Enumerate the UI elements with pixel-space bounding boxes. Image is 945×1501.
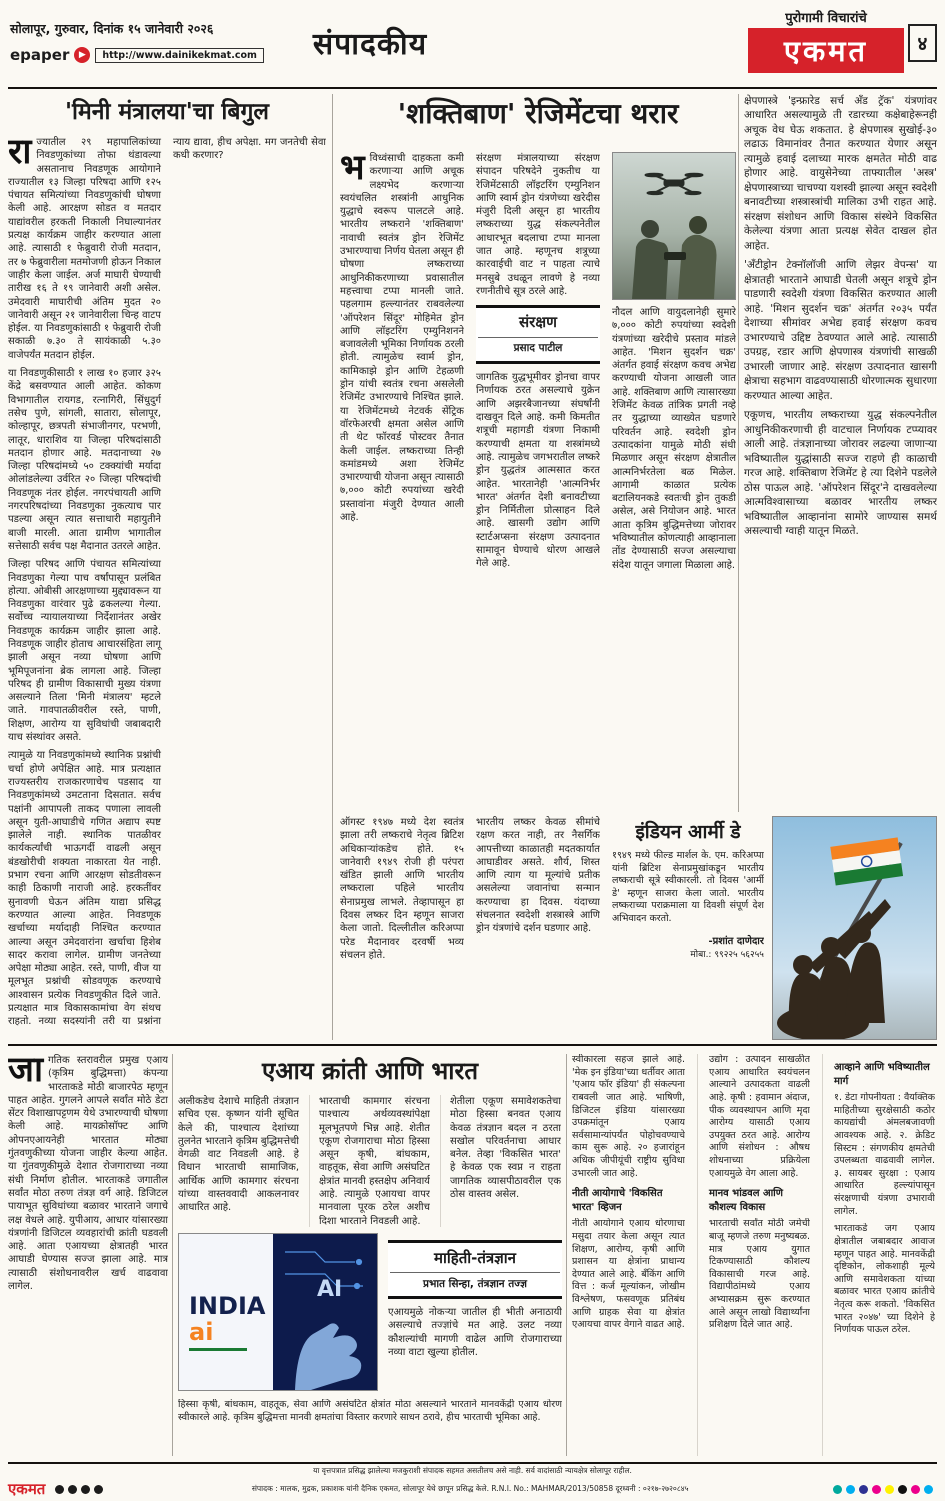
article-mini-mantralaya [8,94,326,1040]
dropcap-bha: भ [340,152,365,188]
army-col2-text: भारतीय लष्कर केवळ सीमांचे रक्षण करत नाही, तर नैसर्गिक आपत्तीच्या काळातही मदतकार्यात आघाडीवर असते. शौर्य, शिस्त आणि त्याग या मूल्यांचे प्रतीक असलेल्या जवानांचा सन्मान करण्याचा हा दिवस. यंदाच्या संचलनात स्वदेशी शस्त्रास्त्रे आणि ड्रोन यंत्रणांचे दर्शन घडणार आहे. [476,817,600,935]
army-phone: मोबा.: ९९२२५ ५६२५५ [690,950,764,961]
brand-logo: एकमत [748,28,904,73]
center-article-headline: 'शक्तिबाण' रेजिमेंटचा थरार [397,97,679,130]
registration-dots-left [55,1484,107,1494]
article-ai-kranti [178,1054,562,1456]
author-box-defense [476,305,600,364]
br-col2-a: उद्योग : उत्पादन साखळीत एआय आधारित स्वयंचलन आल्याने उत्पादकता वाढली आहे. कृषी : हवामान अंदाज, पीक व्यवस्थापन आणि मृदा आरोग्य यासाठी एआय उपयुक्त ठरत आहे. आरोग्य आणि संशोधन : औषध शोधनाच्या प्रक्रियेला एआयमुळे वेग आला आहे. [709,1054,810,1179]
column-rule [566,1054,567,1456]
center-col-2 [476,152,600,808]
author-box-tech [388,1240,562,1299]
brand-block [748,8,904,73]
india-ai-image [178,1233,378,1391]
right-col-p1: क्षेपणास्त्रे 'इन्फ्रारेड सर्च अँड ट्रॅक' यंत्रणांवर आधारित असल्यामुळे ती रडारच्या कक्षेबाहेरूनही अचूक वेध घेऊ शकतात. हे क्षेपणास्त्र सुखोई-३० लढाऊ विमानांवर तैनात करण्यात येणार असून त्यामुळे हवाई दलाच्या मारक क्षमतेत मोठी वाढ होणार आहे. वायुसेनेच्या ताफ्यातील 'अस्त्र' क्षेपणास्त्राच्या चाचण्या यशस्वी झाल्या असून स्वदेशी बनावटीच्या शस्त्रास्त्रांची मालिका उभी राहत आहे. संरक्षण संशोधन आणि विकास संस्थेने विकसित केलेल्या यंत्रणा आता प्रत्यक्ष सेवेत दाखल होत आहेत. [744,95,937,252]
registration-dot-icon [55,1485,64,1494]
svg-text:AI: AI [317,1277,343,1302]
article-army-day [340,816,937,1040]
tech-box-name: प्रभात सिन्हा, तंत्रज्ञान तज्ज्ञ [422,1278,528,1290]
ai-headline: एआय क्रांती आणि भारत [261,1057,478,1085]
left-article-body [8,136,326,1032]
defense-drone-photo [612,152,736,300]
svg-text:INDIA: INDIA [189,1292,266,1320]
br-col3-b: भारताकडे जग एआय क्षेत्रातील जबाबदार आवाज म्हणून पाहत आहे. मानवकेंद्री दृष्टिकोन, लोकशाही मूल्ये आणि समावेशकता यांच्या बळावर भारत एआय क्रांतीचे नेतृत्व करू शकतो. 'विकसित भारत २०४७' च्या दिशेने हे निर्णायक पाऊल ठरेल. [834,1223,935,1336]
column-rule [172,1054,173,1456]
bottom-left-column [8,1054,168,1456]
army-text: १९४९ मध्ये फील्ड मार्शल के. एम. करिअप्पा यांनी ब्रिटिश सेनाप्रमुखांकडून भारतीय लष्कराची सूत्रे स्वीकारली. तो दिवस 'आर्मी डे' म्हणून साजरा केला जातो. भारतीय लष्कराच्या पराक्रमाला या दिवशी संपूर्ण देश अभिवादन करतो. [612,850,764,924]
header-rule [8,87,937,89]
army-mid-block [612,816,764,1040]
bottom-left-text: गतिक स्तरावरील प्रमुख एआय (कृत्रिम बुद्धिमत्ता) कंपन्या भारताकडे मोठी बाजारपेठ म्हणून पाहत आहेत. गुगलने आपले सर्वांत मोठे डेटा सेंटर विशाखापट्टणम येथे उभारण्याची घोषणा केली आहे. मायक्रोसॉफ्ट आणि ओपनएआयनेही भारतात मोठ्या गुंतवणुकीच्या योजना जाहीर केल्या आहेत. या गुंतवणुकीमुळे देशात रोजगाराच्या नव्या संधी निर्माण होतील. भारताकडे जगातील सर्वांत मोठा तरुण तंत्रज्ञ वर्ग आहे. डिजिटल पायाभूत सुविधांच्या बळावर भारताने जगाचे लक्ष वेधले आहे. युपीआय, आधार यांसारख्या यंत्रणांनी डिजिटल व्यवहारांची क्रांती घडवली आहे. आता एआयच्या क्षेत्रातही भारत आघाडी घेण्यास सज्ज झाला आहे. मात्र त्यासाठी संशोधनावरील खर्च वाढवावा लागेल. [8,1055,168,1293]
page-number: ४ [908,24,937,62]
army-col1-text: ऑगस्ट १९४७ मध्ये देश स्वतंत्र झाला तरी लष्कराचे नेतृत्व ब्रिटिश अधिकाऱ्यांकडेच होते. १५ जानेवारी १९४९ रोजी ही परंपरा खंडित झाली आणि भारतीय लष्कराला पहिले भारतीय सेनाप्रमुख लाभले. तेव्हापासून हा दिवस लष्कर दिन म्हणून साजरा केला जातो. दिल्लीतील करिअप्पा परेड मैदानावर दरवर्षी भव्य संचलन होते. [340,817,464,961]
army-day-photo [772,816,937,1040]
army-col-2 [476,816,600,1040]
br-col-1 [572,1054,685,1456]
dropcap-ja: जा [8,1054,44,1090]
br-col3-a: १. डेटा गोपनीयता : वैयक्तिक माहितीच्या सुरक्षेसाठी कठोर कायद्यांची अंमलबजावणी आवश्यक आहे. २. क्रेडिट सिस्टम : संगणकीय क्षमतेची उपलब्धता वाढवावी लागेल. ३. सायबर सुरक्षा : एआय आधारित हल्ल्यांपासून संरक्षणाची यंत्रणा उभारावी लागेल. [834,1092,935,1217]
registration-dots-right [833,1484,937,1494]
section-title: संपादकीय [312,27,428,62]
registration-dot-icon [911,1485,920,1494]
registration-dot-icon [885,1485,894,1494]
article-shaktibaan [340,94,736,810]
footer-imprint [8,1466,937,1499]
footer-line-2: संपादक : मालक, मुद्रक, प्रकाशक यांनी दैनिक एकमत, सोलापूर येथे छापून प्रसिद्ध केले. R.N.I. No.: MAHMAR/2013/50858 दूरध्वनी : ०२१७-२७२०८४५ [251,1484,689,1493]
br-col1-a: स्वीकारला सहज झाले आहे. 'मेक इन इंडिया'च्या धर्तीवर आता 'एआय फॉर इंडिया' ही संकल्पना राबवली जात आहे. भाषिणी, डिजिटल इंडिया यांसारख्या उपक्रमांतून एआय सर्वसामान्यांपर्यंत पोहोचवण्याचे काम सुरू आहे. २० हजारांहून अधिक जीपीयूंची राष्ट्रीय सुविधा उभारली जात आहे. [572,1054,685,1179]
brand-tagline: पुरोगामी विचारांचे [785,11,867,26]
epaper-url[interactable]: http://www.dainikekmat.com [95,48,264,63]
mid-rule [8,1044,937,1046]
ai-col-1: अलीकडेच देशाचे माहिती तंत्रज्ञान सचिव एस. कृष्णन यांनी सूचित केले की, पाश्चात्य देशांच्या तुलनेत भारताने कृत्रिम बुद्धिमत्तेची वेगळी वाट निवडली आहे. हे विधान भारताची सामाजिक, आर्थिक आणि कामगार संरचना यांच्या वास्तववादी आकलनावर आधारित आहे. [178,1096,299,1214]
center-col-3 [612,152,736,808]
registration-dot-icon [68,1485,77,1494]
registration-dot-icon [859,1485,868,1494]
center-col-1 [340,152,464,808]
registration-dot-icon [846,1485,855,1494]
ai-col-2: भारताची कामगार संरचना पाश्चात्य अर्थव्यवस्थांपेक्षा मूलभूतपणे भिन्न आहे. शेतीत एकूण रोजगाराचा मोठा हिस्सा असून कृषी, बांधकाम, वाहतूक, सेवा आणि असंघटित क्षेत्रांत मानवी हस्तक्षेप अनिवार्य आहे. त्यामुळे एआयचा वापर मानवाला पूरक ठरेल अशीच दिशा भारताने निवडली आहे. [309,1095,430,1227]
br-col1-subhead: नीती आयोगाचे 'विकसित भारत' व्हिजन [572,1188,663,1214]
left-article-headline: 'मिनी मंत्रालया'चा बिगुल [64,99,270,125]
center-col2-top: संरक्षण मंत्रालयाच्या संरक्षण संपादन परिषदेने नुकतीच या रेजिमेंटसाठी लॉइटरिंग एम्युनिशन आणि स्वार्म ड्रोन यंत्रणेच्या खरेदीस मंजुरी दिली असून हा भारतीय लष्कराच्या युद्ध संकल्पनेतील आधारभूत बदलाचा टप्पा मानला जात आहे. म्हणूनच शत्रूच्या कारवाईची वाट न पाहता त्याचे मनसुबे उधळून लावणे हे नव्या रणनीतीचे सूत्र ठरले आहे. [476,153,600,297]
registration-dot-icon [94,1485,103,1494]
center-col3-text: नौदल आणि वायुदलानेही सुमारे ७,००० कोटी रुपयांच्या स्वदेशी यंत्रणांच्या खरेदीचे प्रस्ताव मांडले आहेत. 'मिशन सुदर्शन चक्र' अंतर्गत हवाई संरक्षण कवच अभेद्य करण्याची योजना आखली जात आहे. शक्तिबाण आणि त्यासारख्या रेजिमेंट केवळ तांत्रिक प्रगती नव्हे तर युद्धाच्या व्याख्येत घडणारे परिवर्तन आहे. स्वदेशी ड्रोन उत्पादकांना यामुळे मोठी संधी मिळणार असून संरक्षण क्षेत्रातील आत्मनिर्भरतेला बळ मिळेल. आगामी काळात प्रत्येक बटालियनकडे स्वतःची ड्रोन तुकडी असेल, असे नियोजन आहे. भारत आता कृत्रिम बुद्धिमत्तेच्या जोरावर भविष्यातील कोणत्याही आव्हानाला तोंड देण्यासाठी सज्ज असल्याचा संदेश यातून जगाला मिळाला आहे. [612,307,736,571]
tech-box-section: माहिती-तंत्रज्ञान [390,1248,560,1273]
registration-dot-icon [872,1485,881,1494]
registration-dot-icon [924,1485,933,1494]
bottom-right-section [572,1054,937,1456]
right-column [744,94,937,812]
svg-text:ai: ai [189,1318,214,1346]
column-rule [738,94,739,812]
author-box-name: प्रसाद पाटील [513,342,563,355]
registration-dot-icon [81,1485,90,1494]
left-article-p4: त्यामुळे या निवडणुकांमध्ये स्थानिक प्रश्नांची चर्चा होणे अपेक्षित आहे. मात्र प्रत्यक्षात राज्यस्तरीय राजकारणाचेच पडसाद या निवडणुकांमध्ये उमटताना दिसतात. सर्वच पक्षांनी आपापली ताकद पणाला लावली असून युती-आघाडीचे गणित अद्याप स्पष्ट झालेले नाही. स्थानिक पातळीवर कार्यकर्त्यांची भाऊगर्दी वाढली असून बंडखोरीची शक्यता नाकारता येत नाही. प्रभाग रचना आणि आरक्षण सोडतीवरून काही ठिकाणी नाराजी आहे. हरकतींवर सुनावणी घेऊन अंतिम याद्या प्रसिद्ध करण्यात आल्या आहेत. निवडणूक खर्चाच्या मर्यादाही निश्चित करण्यात आल्या असून उमेदवारांना खर्चाचा हिशेब सादर करावा लागेल. ग्रामीण जनतेच्या अपेक्षा मोठ्या आहेत. रस्ते, पाणी, वीज या मूलभूत प्रश्नांची सोडवणूक करण्याचे आश्वासन प्रत्येक निवडणुकीत दिले जाते. प्रत्यक्षात मात्र विकासकामांचा वेग संथच राहतो. नव्या सदस्यांनी तरी या प्रश्नांना न्याय द्यावा, हीच अपेक्षा. मग जनतेची सेवा कधी करणार? [8,137,326,1028]
left-article-p2: या निवडणुकीसाठी १ लाख १० हजार ३२५ केंद्रे बसवण्यात आली आहेत. कोकण विभागातील रायगड, रत्नागिरी, सिंधुदुर्ग तसेच पुणे, सांगली, सातारा, सोलापूर, कोल्हापूर, छत्रपती संभाजीनगर, परभणी, लातूर, धाराशिव या जिल्हा परिषदांसाठी मतदान होणार आहे. मतदानाच्या २७ जिल्हा परिषदांमध्ये ५० टक्क्यांची मर्यादा ओलांडलेल्या उर्वरित २० जिल्हा परिषदांची निवडणूक नंतर होईल. नगरपंचायती आणि नगरपरिषदांच्या निवडणुका नुकत्याच पार पडल्या असून त्यात सत्ताधारी महायुतीने बाजी मारली. आता ग्रामीण भागातील सत्तेसाठी सर्वच पक्ष मैदानात उतरले आहेत. [8,368,162,552]
left-article-p3: जिल्हा परिषद आणि पंचायत समित्यांच्या निवडणुका गेल्या पाच वर्षांपासून प्रलंबित होत्या. ओबीसी आरक्षणाच्या मुद्द्यावरून या निवडणुका वारंवार पुढे ढकलल्या गेल्या. सर्वोच्च न्यायालयाच्या निर्देशानंतर अखेर निवडणूक कार्यक्रम जाहीर झाला आहे. निवडणूक जाहीर होताच आचारसंहिता लागू झाली असून नव्या घोषणा आणि भूमिपूजनांना ब्रेक लागला आहे. जिल्हा परिषद ही ग्रामीण विकासाची मुख्य यंत्रणा असल्याने तिला 'मिनी मंत्रालय' म्हटले जाते. गावपातळीवरील रस्ते, पाणी, शिक्षण, आरोग्य या सुविधांची जबाबदारी याच संस्थांवर असते. [8,559,161,744]
footer-rule [8,1462,937,1464]
ai-col-3: शेतीला एकूण समावेशकतेचा मोठा हिस्सा बनवत एआय केवळ तंत्रज्ञान बदल न ठरता सखोल परिवर्तनाचा आधार बनेल. तेव्हा 'विकसित भारत' हे केवळ एक स्वप्न न राहता जागतिक व्यासपीठावरील एक ठोस वास्तव असेल. [440,1095,561,1227]
br-col-3 [822,1054,935,1456]
epaper-label: epaper [10,46,70,64]
army-headline: इंडियन आर्मी डे [635,821,741,843]
registration-dot-icon [833,1485,842,1494]
br-col3-subhead: आव्हाने आणि भविष्यातील मार्ग [834,1062,930,1087]
br-col1-b: नीती आयोगाने एआय धोरणाचा मसुदा तयार केला असून त्यात शिक्षण, आरोग्य, कृषी आणि प्रशासन या क्षेत्रांना प्राधान्य देण्यात आले आहे. बँकिंग आणि वित्त : कर्ज मूल्यांकन, जोखीम विश्लेषण, फसवणूक प्रतिबंध आणि ग्राहक सेवा या क्षेत्रांत एआयचा वापर वेगाने वाढत आहे. [572,1218,685,1331]
author-box-section: संरक्षण [478,313,598,338]
right-col-p2: 'अँटीड्रोन टेक्नॉलॉजी आणि लेझर वेपन्स' या क्षेत्रातही भारताने आघाडी घेतली असून शत्रूचे ड्रोन पाडणारी स्वदेशी यंत्रणा विकसित करण्यात आली आहे. 'मिशन सुदर्शन चक्र' अंतर्गत २०३५ पर्यंत देशाच्या सीमांवर अभेद्य हवाई संरक्षण कवच उभारण्याचे उद्दिष्ट ठेवण्यात आले आहे. त्यासाठी उपग्रह, रडार आणि क्षेपणास्त्र यंत्रणांची साखळी उभारली जाणार आहे. संरक्षण उत्पादनात खासगी क्षेत्राचा सहभाग वाढवण्यासाठी धोरणात्मक सुधारणा करण्यात आल्या आहेत. [744,259,937,402]
left-article-p1: ज्यातील २९ महापालिकांच्या निवडणुकांच्या तोफा थंडावल्या असतानाच निवडणूक आयोगाने राज्यातील १३ जिल्हा परिषदा आणि १२५ पंचायत समित्यांच्या निवडणुकांची घोषणा केली आहे. आरक्षण सोडत व मतदार याद्यांवरील हरकती निकाली निघाल्यानंतर प्रत्यक्ष कार्यक्रम जाहीर करण्यात आला आहे. त्यासाठी १ फेब्रुवारी रोजी मतदान, तर ७ फेब्रुवारीला मतमोजणी होऊन निकाल जाहीर केला जाईल. अर्ज माघारी घेण्याची तारीख १६ ते १९ जानेवारी अशी असेल. उमेदवारी माघारीची अंतिम मुदत २० जानेवारी असून २१ जानेवारीला चिन्ह वाटप होईल. या निवडणुकांसाठी १ फेब्रुवारी रोजी सकाळी ७.३० ते सायंकाळी ५.३० वाजेपर्यंत मतदान होईल. [8,137,161,361]
br-col-2 [697,1054,810,1456]
epaper-arrow-icon: ▶ [74,47,90,63]
registration-dot-icon [898,1485,907,1494]
army-signature: -प्रशांत दाणेदार [708,936,764,948]
br-col2-b: भारताची सर्वांत मोठी जमेची बाजू म्हणजे तरुण मनुष्यबळ. मात्र एआय युगात टिकण्यासाठी कौशल्य विकासाची गरज आहे. विद्यापीठांमध्ये एआय अभ्यासक्रम सुरू करण्यात आले असून लाखो विद्यार्थ्यांना प्रशिक्षण दिले जात आहे. [709,1218,810,1331]
army-col-1 [340,816,464,1040]
right-col-p3: एकूणच, भारतीय लष्कराच्या युद्ध संकल्पनेतील आधुनिकीकरणाची ही वाटचाल निर्णायक टप्प्यावर आली आहे. तंत्रज्ञानाच्या जोरावर लढल्या जाणाऱ्या भविष्यातील युद्धांसाठी सज्ज राहणे ही काळाची गरज आहे. शक्तिबाण रेजिमेंट हे त्या दिशेने पडलेले ठोस पाऊल आहे. 'ऑपरेशन सिंदूर'ने दाखवलेल्या आत्मविश्वासाच्या बळावर भारतीय लष्कर भविष्यातील आव्हानांना सामोरे जाण्यास समर्थ असल्याची ग्वाही यातून मिळते. [744,409,937,538]
center-col2-bottom: जागतिक युद्धभूमीवर ड्रोनचा वापर निर्णायक ठरत असल्याचे युक्रेन आणि अझरबैजानच्या संघर्षांनी दाखवून दिले आहे. कमी किमतीत शत्रूची महागडी यंत्रणा निकामी करण्याची क्षमता या शस्त्रांमध्ये आहे. त्यामुळेच जगभरातील लष्करे ड्रोन युद्धतंत्र आत्मसात करत आहेत. भारतानेही 'आत्मनिर्भर भारत' अंतर्गत देशी बनावटीच्या ड्रोन निर्मितीला प्रोत्साहन दिले आहे. खासगी उद्योग आणि स्टार्टअप्सना संरक्षण उत्पादनात सामावून घेण्याचे धोरण आखले गेले आहे. [476,372,600,570]
ai-side-text: एआयमुळे नोकऱ्या जातील ही भीती अनाठायी असल्याचे तज्ज्ञांचे मत आहे. उलट नव्या कौशल्यांची मागणी वाढेल आणि रोजगाराच्या नव्या वाटा खुल्या होतील. [388,1307,562,1358]
br-col2-subhead: मानव भांडवल आणि कौशल्य विकास [709,1188,783,1214]
dropcap-ra: रा [8,136,32,172]
date-line: सोलापूर, गुरुवार, दिनांक १५ जानेवारी २०२६ [10,21,214,36]
footer-brand-logo: एकमत [8,1480,46,1498]
footer-line-1: या वृत्तपत्रात प्रसिद्ध झालेल्या मजकुराशी संपादक सहमत असतीलच असे नाही. सर्व वादांसाठी न्यायक्षेत्र सोलापूर राहील. [313,1466,632,1475]
column-rule [332,94,333,1040]
ai-bottom-text: हिस्सा कृषी, बांधकाम, वाहतूक, सेवा आणि असंघटित क्षेत्रांत मोठा असल्याने भारताने मानवकेंद्री एआय धोरण स्वीकारले आहे. कृत्रिम बुद्धिमत्ता मानवी क्षमतांचा विस्तार करणारे साधन ठरावे, हीच भारताची भूमिका आहे. [178,1399,562,1423]
center-col1-text: विध्वंसाची दाहकता कमी करणाऱ्या आणि अचूक लक्ष्यभेद करणाऱ्या स्वयंचलित शस्त्रांनी आधुनिक युद्धाचे स्वरूप पालटले आहे. भारतीय लष्कराने 'शक्तिबाण' नावाची स्वतंत्र ड्रोन रेजिमेंट उभारण्याचा निर्णय घेतला असून ही घोषणा लष्कराच्या आधुनिकीकरणाच्या प्रवासातील महत्त्वाचा टप्पा मानली जाते. पहलगाम हल्ल्यानंतर राबवलेल्या 'ऑपरेशन सिंदूर' मोहिमेत ड्रोन आणि लॉइटरिंग एम्युनिशनने बजावलेली भूमिका निर्णायक ठरली होती. त्यामुळेच स्वार्म ड्रोन, कामिकाझे ड्रोन आणि टेहळणी ड्रोन यांची स्वतंत्र रचना असलेली रेजिमेंट उभारण्याचे निश्चित झाले. या रेजिमेंटमध्ये नेटवर्क सेंट्रिक वॉरफेअरची क्षमता असेल आणि ती थेट फॉरवर्ड पोस्टवर तैनात केली जाईल. लष्कराच्या तिन्ही कमांडमध्ये अशा रेजिमेंट उभारण्याची योजना असून त्यासाठी ७,००० कोटी रुपयांच्या खरेदी प्रस्तावांना मंजुरी देण्यात आली आहे. [340,153,464,524]
